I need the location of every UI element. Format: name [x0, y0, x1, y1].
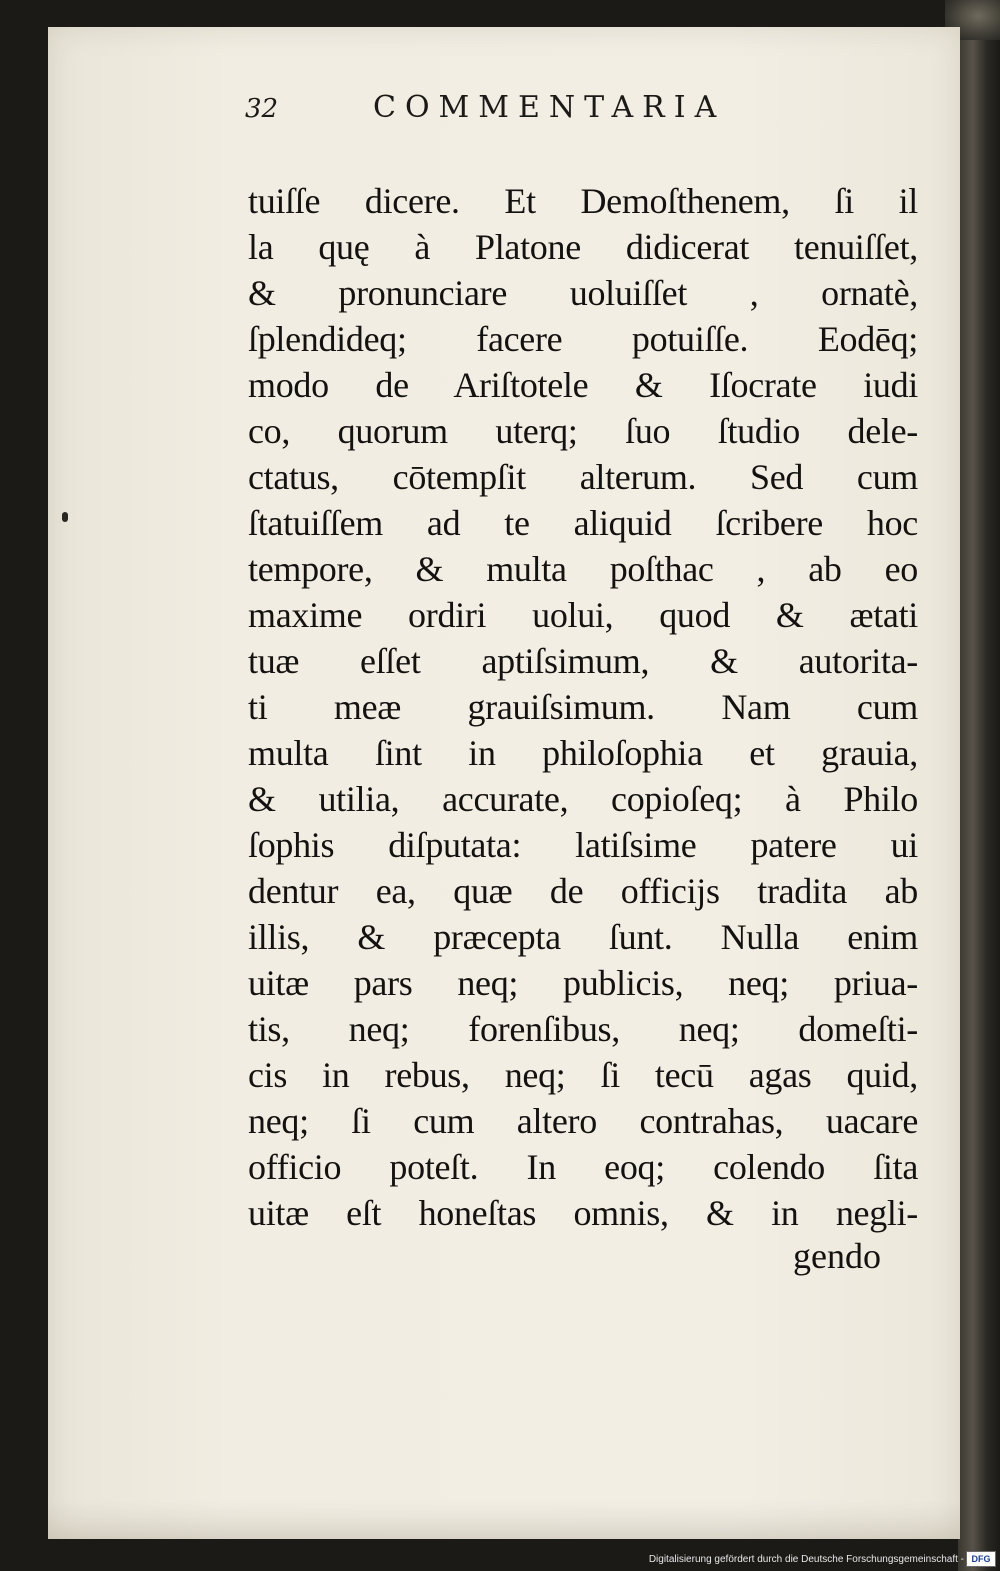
running-head	[245, 88, 865, 138]
text-line: neq; ſi cum altero contrahas, uacare	[248, 1101, 918, 1141]
text-line: & pronunciare uoluiſſet , ornatè,	[248, 273, 918, 313]
text-line: tis, neq; forenſibus, neq; domeſti-	[248, 1009, 918, 1049]
text-line: ſtatuiſſem ad te aliquid ſcribere hoc	[248, 503, 918, 543]
page-number: 32	[245, 94, 279, 124]
dfg-logo: DFG	[966, 1551, 996, 1567]
body-text	[248, 178, 918, 1236]
text-line: uitæ pars neq; publicis, neq; priua-	[248, 963, 918, 1003]
text-line: maxime ordiri uolui, quod & ætati	[248, 595, 918, 635]
text-line: ctatus, cōtempſit alterum. Sed cum	[248, 457, 918, 497]
digitization-credit: Digitalisierung gefördert durch die Deutsche Forschungsgemeinschaft -	[648, 1554, 964, 1565]
text-line: ti meæ grauiſsimum. Nam cum	[248, 687, 918, 727]
margin-mark	[62, 512, 68, 522]
running-title: COMMENTARIA	[373, 90, 726, 125]
text-line: officio poteſt. In eoq; colendo ſita	[248, 1147, 918, 1187]
catchword: gendo	[793, 1236, 881, 1276]
text-line: cis in rebus, neq; ſi tecū agas quid,	[248, 1055, 918, 1095]
text-line: uitæ eſt honeſtas omnis, & in negli-	[248, 1193, 918, 1233]
text-line: tuæ eſſet aptiſsimum, & autorita-	[248, 641, 918, 681]
text-line: ſplendideq; facere potuiſſe. Eodēq;	[248, 319, 918, 359]
text-line: tuiſſe dicere. Et Demoſthenem, ſi il	[248, 181, 918, 221]
text-line: ſophis diſputata: latiſsime patere ui	[248, 825, 918, 865]
text-line: & utilia, accurate, copioſeq; à Philo	[248, 779, 918, 819]
text-line: dentur ea, quæ de officijs tradita ab	[248, 871, 918, 911]
text-line: modo de Ariſtotele & Iſocrate iudi	[248, 365, 918, 405]
text-line: la quę à Platone didicerat tenuiſſet,	[248, 227, 918, 267]
text-line: co, quorum uterq; ſuo ſtudio dele-	[248, 411, 918, 451]
book-edge	[958, 0, 1000, 1571]
text-line: multa ſint in philoſophia et grauia,	[248, 733, 918, 773]
page-shadow	[48, 1499, 960, 1539]
text-line: tempore, & multa poſthac , ab eo	[248, 549, 918, 589]
text-line: illis, & præcepta ſunt. Nulla enim	[248, 917, 918, 957]
